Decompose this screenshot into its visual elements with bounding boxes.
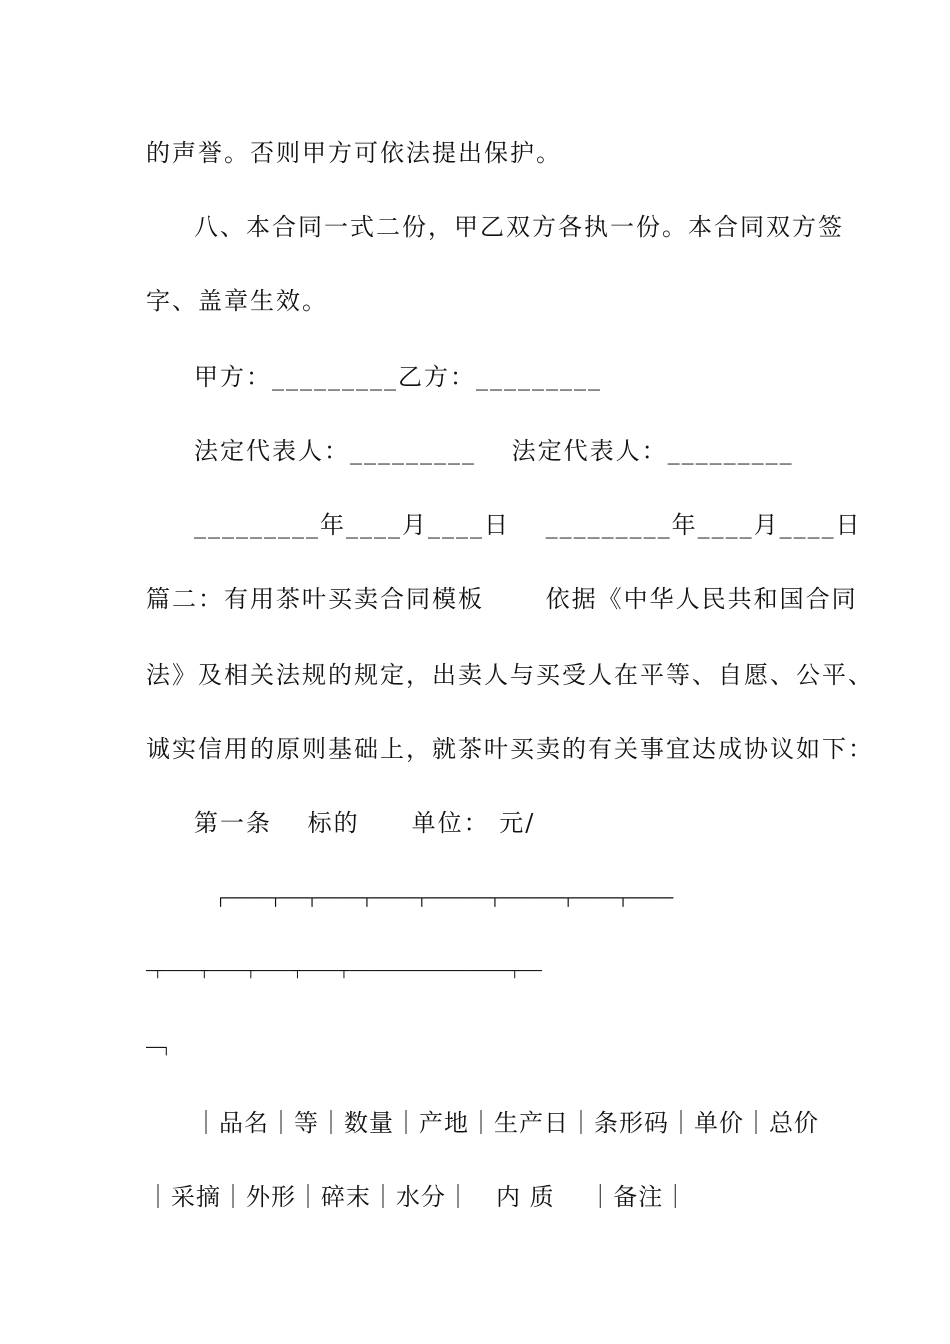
signature-dates-line: _________年____月____日 _________年____月____日 <box>194 511 862 539</box>
table-middle-border: ─┬─────┬─────┬─────┬─────┬─────────────────────┬─── <box>146 964 542 979</box>
table-header-row-1: ｜品名｜等｜数量｜产地｜生产日｜条形码｜单价｜总价 <box>194 1109 819 1137</box>
table-corner-border: ──┐ <box>146 1040 171 1056</box>
table-top-border: ┌─────┬───┬─────┬─────┬───────┬───────┬─────┬───── <box>216 889 674 907</box>
section-two-intro-cont: 诚实信用的原则基础上，就茶叶买卖的有关事宜达成协议如下： <box>146 735 874 763</box>
section-two-heading: 篇二：有用茶叶买卖合同模板 依据《中华人民共和国合同 <box>146 585 858 613</box>
paragraph-copies-clause-cont: 字、盖章生效。 <box>146 287 328 315</box>
signature-parties-line: 甲方：_________乙方：_________ <box>194 363 602 391</box>
section-two-intro: 法》及相关法规的规定，出卖人与买受人在平等、自愿、公平、 <box>146 661 874 689</box>
paragraph-reputation-clause: 的声誉。否则甲方可依法提出保护。 <box>146 139 562 167</box>
table-header-row-2: ｜采摘｜外形｜碎末｜水分｜ 内 质 ｜备注｜ <box>146 1183 689 1211</box>
article-one-heading: 第一条 标的 单位： 元/ <box>194 809 536 837</box>
signature-representatives-line: 法定代表人：_________ 法定代表人：_________ <box>194 437 794 465</box>
paragraph-copies-clause: 八、本合同一式二份，甲乙双方各执一份。本合同双方签 <box>194 213 844 241</box>
